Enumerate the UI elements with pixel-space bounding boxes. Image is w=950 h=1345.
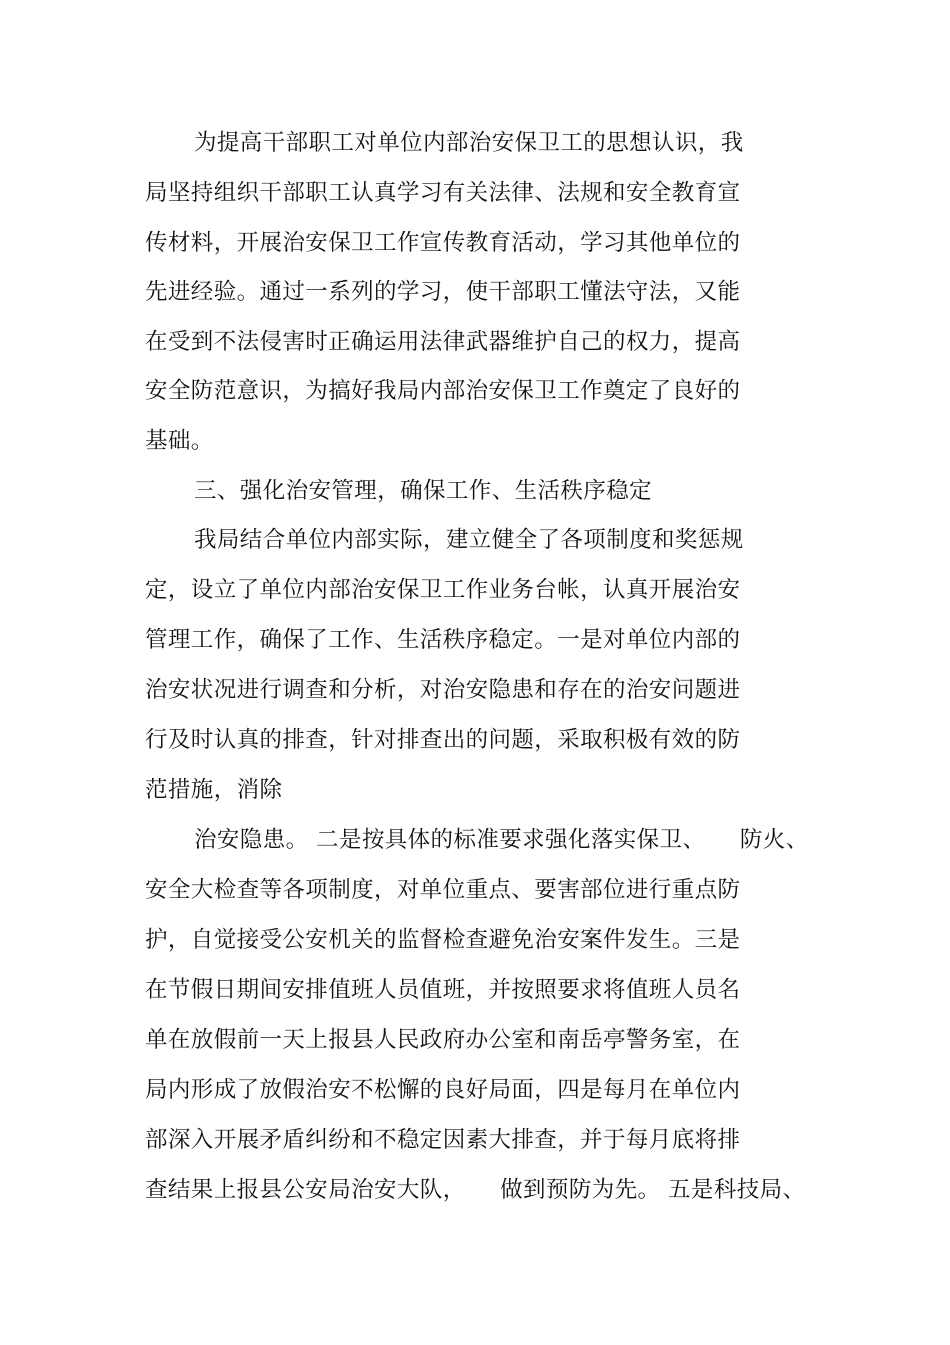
text-line: 基础。 — [145, 428, 214, 454]
text-line: 为提高干部职工对单位内部治安保卫工的思想认识，我 — [194, 130, 744, 156]
text-line: 单在放假前一天上报县人民政府办公室和南岳亭警务室，在 — [145, 1027, 741, 1053]
text-line: 部深入开展矛盾纠纷和不稳定因素大排查，并于每月底将排 — [145, 1127, 741, 1153]
text-line: 在受到不法侵害时正确运用法律武器维护自己的权力，提高 — [145, 329, 741, 355]
text-line: 行及时认真的排查，针对排查出的问题，采取积极有效的防 — [145, 727, 741, 753]
text-line: 局坚持组织干部职工认真学习有关法律、法规和安全教育宣 — [145, 180, 741, 206]
text-line: 传材料，开展治安保卫工作宣传教育活动，学习其他单位的 — [145, 230, 741, 256]
text-line: 安全防范意识，为搞好我局内部治安保卫工作奠定了良好的 — [145, 378, 741, 404]
section-heading: 三、强化治安管理，确保工作、生活秩序稳定 — [194, 478, 653, 504]
text-line: 治安隐患。 二是按具体的标准要求强化落实保卫、 防火、 — [194, 827, 809, 853]
text-line: 局内形成了放假治安不松懈的良好局面，四是每月在单位内 — [145, 1077, 741, 1103]
text-line: 范措施，消除 — [145, 777, 283, 803]
text-line: 治安状况进行调查和分析，对治安隐患和存在的治安问题进 — [145, 677, 741, 703]
text-line: 安全大检查等各项制度，对单位重点、要害部位进行重点防 — [145, 877, 741, 903]
text-line: 查结果上报县公安局治安大队， 做到预防为先。 五是科技局、 — [145, 1177, 806, 1203]
text-line: 在节假日期间安排值班人员值班，并按照要求将值班人员名 — [145, 977, 741, 1003]
text-line: 定，设立了单位内部治安保卫工作业务台帐，认真开展治安 — [145, 577, 741, 603]
text-line: 护，自觉接受公安机关的监督检查避免治安案件发生。三是 — [145, 927, 741, 953]
text-line: 我局结合单位内部实际，建立健全了各项制度和奖惩规 — [194, 527, 744, 553]
text-line: 先进经验。通过一系列的学习，使干部职工懂法守法，又能 — [145, 279, 741, 305]
text-line: 管理工作，确保了工作、生活秩序稳定。一是对单位内部的 — [145, 627, 741, 653]
